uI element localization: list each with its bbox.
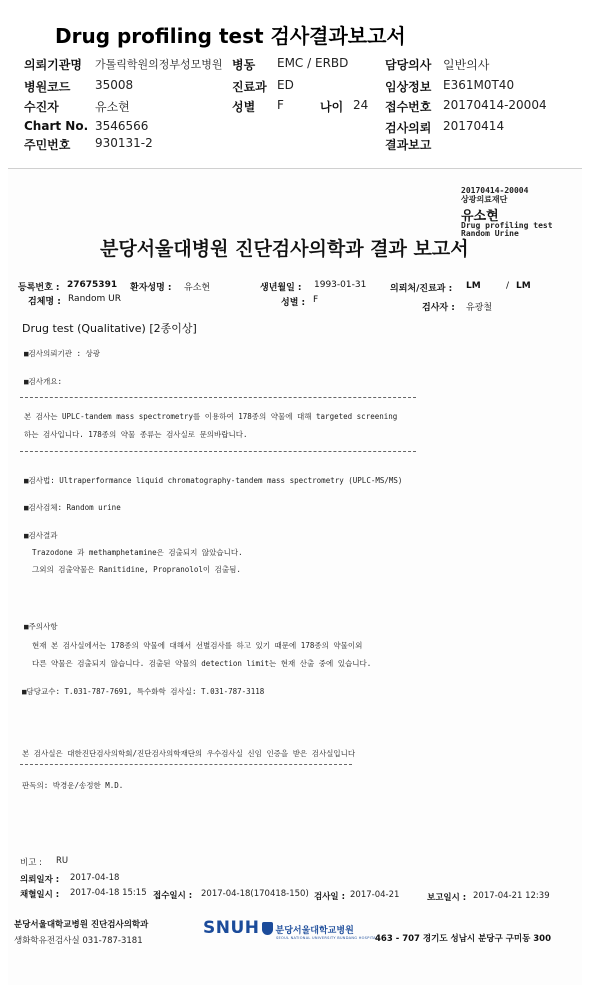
- note-value: RU: [56, 856, 69, 866]
- test-date-value: 2017-04-21: [350, 890, 400, 900]
- divider-line: [20, 451, 416, 452]
- section-specimen: ■검사검체: Random urine: [24, 503, 121, 512]
- field-label-doctor: 담당의사: [385, 58, 432, 72]
- test-date-label: 검사일 :: [314, 892, 345, 902]
- logo-shield-icon: [262, 922, 273, 935]
- field-value-clinical-info: E361M0T40: [443, 78, 515, 92]
- field-label-chart-no: Chart No.: [24, 119, 89, 133]
- receipt-time-value: 2017-04-18(170418-150): [201, 889, 309, 899]
- field-label-ward: 병동: [232, 58, 256, 72]
- dob-value: 1993-01-31: [314, 280, 367, 290]
- stamp-patient-name: 유소현: [461, 209, 499, 224]
- tester-value: 유광철: [466, 303, 493, 313]
- request-date-value: 2017-04-18: [70, 873, 120, 883]
- stamp-test-name: Drug profiling test: [461, 221, 553, 230]
- field-value-resident-no: 930131-2: [95, 136, 153, 150]
- field-value-chart-no: 3546566: [95, 119, 149, 133]
- field-label-patient: 수진자: [24, 100, 59, 114]
- field-value-sex: F: [277, 98, 284, 112]
- receipt-time-label: 접수일시 :: [153, 891, 193, 901]
- field-value-department: ED: [277, 78, 294, 92]
- field-label-test-request: 검사의뢰: [385, 121, 432, 135]
- test-title: Drug test (Qualitative) [2종이상]: [22, 322, 197, 335]
- dept-value-1: LM: [466, 281, 481, 291]
- report-title: 분당서울대병원 진단검사의학과 결과 보고서: [100, 238, 469, 260]
- certification-text: 본 검사실은 대한진단검사의학회/진단검사의학재단의 우수검사실 신임 인증을 받은 검사실입니다: [22, 749, 356, 758]
- tester-label: 검사자 :: [422, 303, 455, 313]
- field-value-requesting-institution: 가톨릭학원의정부성모병원: [95, 58, 223, 71]
- dept-value-2: LM: [516, 281, 531, 291]
- page-title: Drug profiling test 검사결과보고서: [55, 24, 406, 48]
- dept-label: 의뢰처/진료과 :: [390, 284, 453, 294]
- section-results-heading: ■검사결과: [24, 531, 58, 540]
- collection-value: 2017-04-18 15:15: [70, 888, 147, 898]
- caution-line-1: 현재 본 검사실에서는 178종의 약물에 대해서 선별검사를 하고 있기 때문에 178종의 약물이외: [32, 641, 363, 650]
- field-value-receipt-no: 20170414-20004: [443, 98, 547, 112]
- field-label-age: 나이: [320, 100, 344, 114]
- collection-label: 채혈일시 :: [20, 890, 60, 900]
- report-time-value: 2017-04-21 12:39: [473, 891, 550, 901]
- caution-line-2: 다른 약물은 검출되지 않습니다. 검출된 약물의 detection limit는 현재 산출 중에 있습니다.: [32, 659, 372, 668]
- field-value-ward: EMC / ERBD: [277, 56, 349, 70]
- section-requesting-institution: ■검사의뢰기관 : 상광: [24, 349, 101, 358]
- field-value-test-request: 20170414: [443, 119, 505, 133]
- footer-lab-phone: 생화학유전검사실 031-787-3181: [14, 936, 143, 946]
- field-label-resident-no: 주민번호: [24, 138, 71, 152]
- note-label: 비고 :: [20, 858, 42, 868]
- field-label-department: 진료과: [232, 80, 267, 94]
- result-line-1: Trazodone 과 methamphetamine은 검출되지 않았습니다.: [32, 548, 243, 557]
- scanned-report: [8, 168, 582, 985]
- report-time-label: 보고일시 :: [427, 893, 467, 903]
- patient-name-value: 유소현: [184, 283, 211, 293]
- logo-english-name: SEOUL NATIONAL UNIVERSITY BUNDANG HOSPITAL: [276, 936, 379, 940]
- hospital-logo: [203, 918, 378, 940]
- divider-line: [20, 764, 352, 765]
- logo-korean-name: 분당서울대학교병원: [275, 926, 354, 936]
- reg-no-value: 27675391: [67, 280, 118, 290]
- field-label-clinical-info: 임상정보: [385, 80, 432, 94]
- result-line-2: 그외의 검출약물은 Ranitidine, Propranolol이 검출됨.: [32, 565, 241, 574]
- section-method: ■검사법: Ultraperformance liquid chromatography-tandem mass spectrometry (UPLC-MS/MS): [24, 476, 403, 485]
- field-value-patient: 유소현: [95, 100, 130, 114]
- request-date-label: 의뢰일자 :: [20, 875, 60, 885]
- overview-line-2: 하는 검사입니다. 178종의 약물 종류는 검사실로 문의바랍니다.: [24, 430, 248, 439]
- section-contact: ■담당교수: T.031-787-7691, 특수화학 검사실: T.031-787-3118: [22, 687, 265, 696]
- field-label-receipt-no: 접수번호: [385, 100, 432, 114]
- field-label-requesting-institution: 의뢰기관명: [24, 58, 82, 72]
- specimen-label: 검체명 :: [28, 297, 61, 307]
- section-caution-heading: ■주의사항: [24, 622, 58, 631]
- field-label-result-report: 결과보고: [385, 138, 432, 152]
- field-label-sex: 성별: [232, 100, 256, 114]
- divider-line: [20, 397, 416, 398]
- specimen-value: Random UR: [68, 294, 121, 304]
- field-value-hospital-code: 35008: [95, 78, 134, 92]
- footer-organization: 분당서울대학교병원 진단검사의학과: [14, 920, 149, 930]
- stamp-specimen: Random Urine: [461, 229, 519, 238]
- stamp-foundation: 상광의료재단: [461, 195, 508, 204]
- footer-address: 463 - 707 경기도 성남시 분당구 구미동 300: [375, 934, 552, 944]
- dob-label: 생년월일 :: [260, 283, 302, 293]
- stamp-receipt-no: 20170414-20004: [461, 186, 529, 195]
- field-value-doctor: 일반의사: [443, 58, 490, 72]
- dept-separator: /: [506, 281, 510, 291]
- section-overview-heading: ■검사개요:: [24, 377, 63, 386]
- reader-doctors: 판독의: 박경운/송정한 M.D.: [22, 781, 124, 790]
- patient-name-label: 환자성명 :: [130, 283, 172, 293]
- field-label-hospital-code: 병원코드: [24, 80, 71, 94]
- sex-label: 성별 :: [281, 298, 306, 308]
- field-value-age: 24: [353, 98, 369, 112]
- logo-text: SNUH: [203, 918, 260, 938]
- overview-line-1: 본 검사는 UPLC-tandem mass spectrometry를 이용하여 178종의 약물에 대해 targeted screening: [24, 412, 398, 421]
- reg-no-label: 등록번호 :: [18, 283, 60, 293]
- sex-value: F: [313, 295, 319, 305]
